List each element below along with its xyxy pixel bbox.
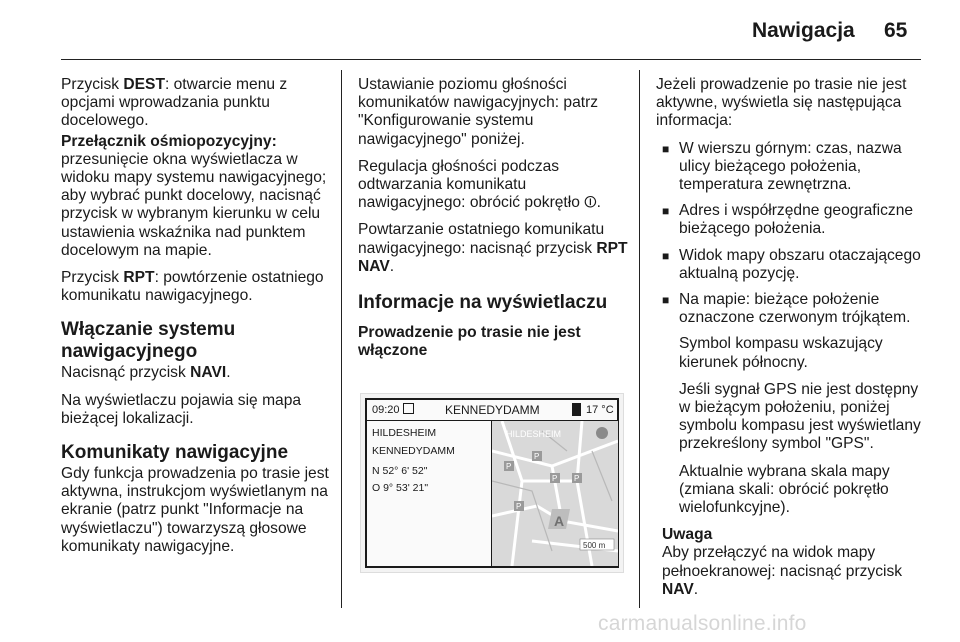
paragraph-volume: Ustawianie poziomu głośności komunikatów nawigacyjnych: patrz "Konfigurowanie systemu nawigacyjnego" poniżej.	[358, 76, 599, 148]
text: : powtórzenie ostatniego komunikatu nawigacyjnego.	[61, 269, 324, 305]
parking-icon: P	[516, 502, 522, 511]
sub-paragraph-compass: Symbol kompasu wskazujący kierunek północny.	[679, 335, 883, 371]
display-city: HILDESHEIM	[372, 427, 437, 439]
bullet-icon: ■	[662, 141, 670, 156]
navigation-screen-figure	[360, 393, 624, 573]
key-rpt-nav: RPT NAV	[358, 239, 628, 275]
map-streets	[492, 421, 618, 566]
list-item	[656, 202, 926, 238]
text: Przycisk	[61, 76, 124, 93]
heading-navigation-messages: Komunikaty nawigacyjne	[61, 442, 289, 464]
thermometer-icon	[572, 403, 581, 416]
text: Na mapie: bieżące położenie oznaczone czerwonym trójkątem.	[679, 291, 911, 327]
map-view	[491, 421, 618, 566]
text: przesunięcie okna wyświetlacza w widoku mapy systemu nawigacyjnego; aby wybrać punkt docelowy, nacisnąć przycisk w wybranym kierunku w celu ustawienia wskaźnika nad punktem docelowym na mapie.	[61, 150, 327, 259]
display-street-2: KENNEDYDAMM	[372, 445, 455, 457]
paragraph-dest	[61, 76, 336, 131]
key-nav: NAV	[662, 580, 694, 598]
navigation-display	[365, 398, 619, 568]
note-title: Uwaga	[662, 526, 713, 544]
map-city-label: HILDESHEIM	[506, 429, 562, 439]
term-joystick: Przełącznik ośmiopozycyjny:	[61, 132, 277, 150]
display-time: 09:20	[372, 404, 400, 416]
text: .	[226, 364, 231, 382]
parking-icon: P	[534, 452, 540, 461]
column-3	[656, 76, 926, 599]
list-item	[656, 247, 926, 283]
note-box	[656, 526, 926, 599]
display-longitude: O 9° 53' 21"	[372, 482, 429, 494]
text: Widok mapy obszaru otaczającego aktualną pozycję.	[679, 246, 921, 282]
watermark: carmanualsonline.info	[598, 612, 807, 635]
display-street: KENNEDYDAMM	[445, 403, 540, 417]
paragraph-repeat	[358, 221, 633, 276]
column-divider-2	[639, 70, 640, 608]
text: W wierszu górnym: czas, nazwa ulicy bieżącego położenia, temperatura zewnętrzna.	[679, 139, 902, 194]
key-dest: DEST	[123, 76, 165, 93]
header-rule	[61, 59, 921, 60]
parking-icon: P	[552, 474, 558, 483]
text: .	[596, 194, 601, 212]
bullet-icon: ■	[662, 204, 670, 219]
text: : otwarcie menu z opcjami wprowadzania punktu docelowego.	[61, 76, 288, 130]
text: .	[693, 580, 699, 598]
column-1	[61, 76, 336, 565]
bullet-icon: ■	[662, 248, 670, 263]
paragraph-map: Na wyświetlaczu pojawia się mapa bieżącej lokalizacji.	[61, 391, 302, 427]
paragraph-volume-adjust	[358, 158, 633, 213]
heading-display-info: Informacje na wyświetlaczu	[358, 292, 608, 314]
display-info-panel	[367, 421, 489, 566]
display-temperature: 17 °C	[586, 404, 614, 416]
info-list	[656, 140, 926, 328]
compass-letter: A	[554, 513, 565, 529]
parking-icon: P	[506, 462, 512, 471]
display-top-bar	[367, 400, 617, 421]
knob-icon: ⏼	[584, 194, 597, 212]
text: Przycisk	[61, 269, 124, 287]
map-scale: 500 m	[583, 541, 606, 550]
paragraph-joystick	[61, 133, 336, 260]
column-2	[358, 76, 633, 369]
key-navi: NAVI	[190, 364, 227, 382]
sub-paragraph-gps: Jeśli sygnał GPS nie jest dostępny w bieżącym położeniu, poniżej symbolu kompasu jest wyświetlany przekreślony symbol "GPS".	[679, 380, 921, 453]
text: Aby przełączyć na widok mapy pełnoekranowej: nacisnąć przycisk	[662, 544, 903, 580]
text: Powtarzanie ostatniego komunikatu nawigacyjnego: nacisnąć przycisk	[358, 221, 605, 257]
text: Adres i współrzędne geograficzne bieżącego położenia.	[679, 202, 914, 238]
text: .	[389, 257, 395, 275]
page-title: Nawigacja	[752, 19, 855, 42]
text: Regulacja głośności podczas odtwarzania komunikatu nawigacyjnego: obrócić pokrętło	[358, 157, 580, 212]
subheading-no-guidance: Prowadzenie po trasie nie jest włączone	[358, 324, 581, 360]
column-divider-1	[341, 70, 342, 608]
display-latitude: N 52° 6' 52"	[372, 465, 428, 477]
text: Nacisnąć przycisk	[61, 364, 191, 382]
parking-icon: P	[574, 474, 580, 483]
list-item	[656, 291, 926, 327]
key-rpt: RPT	[123, 269, 155, 287]
sub-paragraph-scale: Aktualnie wybrana skala mapy (zmiana skali: obrócić pokrętło wielofunkcyjne).	[679, 462, 890, 517]
page-number: 65	[884, 19, 908, 42]
paragraph-intro: Jeżeli prowadzenie po trasie nie jest aktywne, wyświetla się następująca informacja:	[656, 76, 907, 130]
paragraph-messages: Gdy funkcja prowadzenia po trasie jest aktywna, instrukcjom wyświetlanym na ekranie (patrz punkt "Informacje na wyświetlaczu") towarzyszą głosowe komunikaty nawigacyjne.	[61, 465, 329, 555]
gps-icon	[403, 403, 414, 414]
list-item	[656, 140, 926, 195]
paragraph-rpt	[61, 269, 336, 305]
bullet-icon: ■	[662, 293, 670, 308]
paragraph-navi	[61, 364, 336, 382]
heading-enable-navigation: Włączanie systemu nawigacyjnego	[61, 319, 236, 363]
note-text	[662, 544, 926, 599]
